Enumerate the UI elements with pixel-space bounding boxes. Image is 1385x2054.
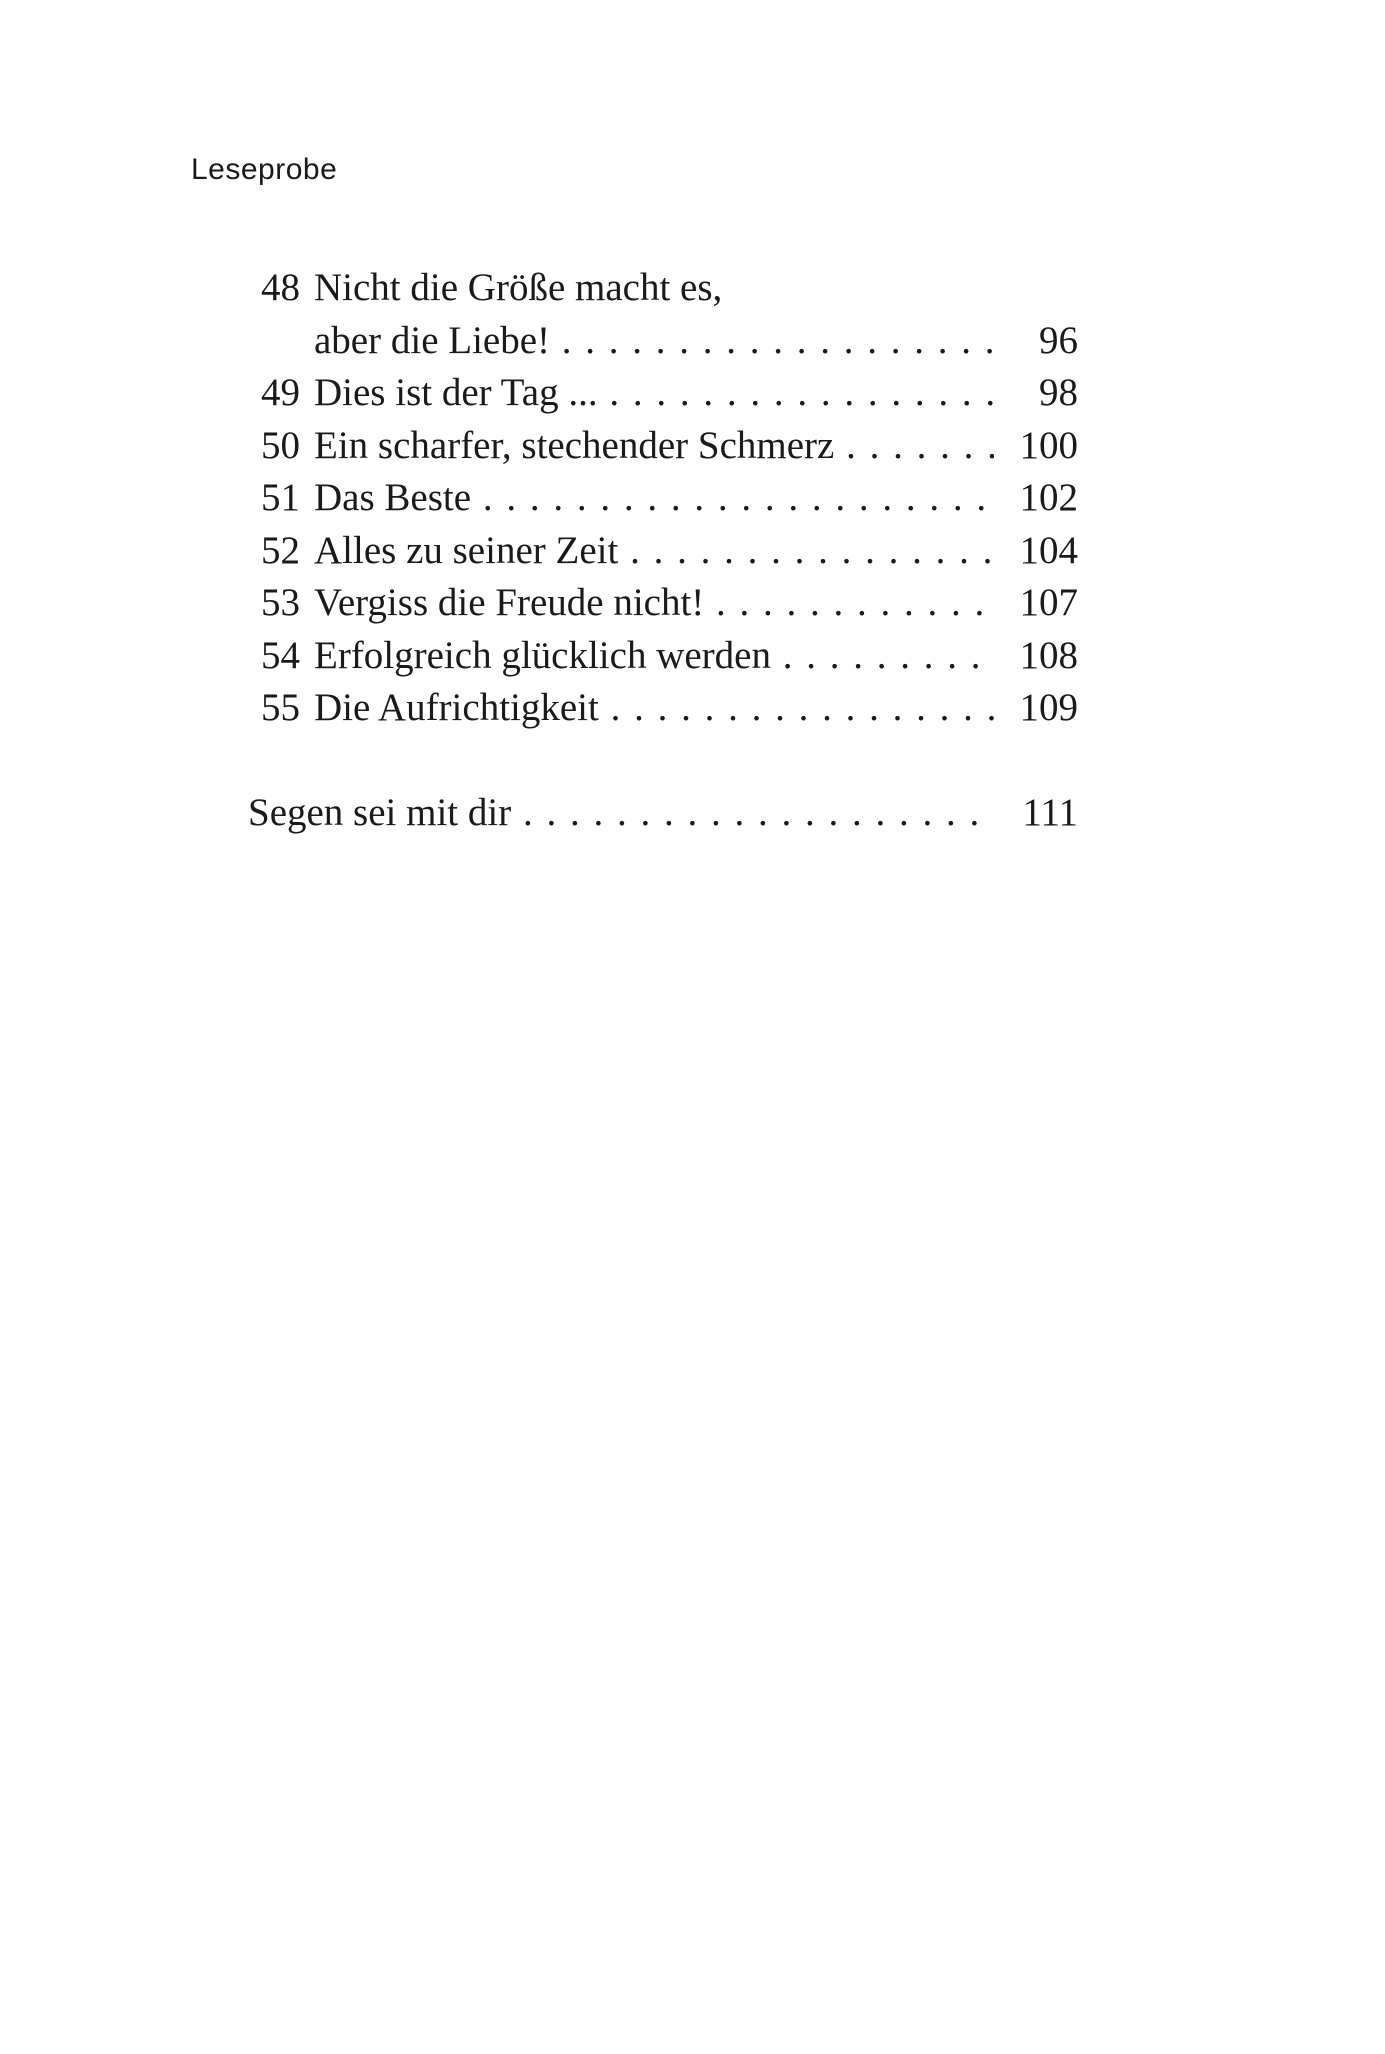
toc-entry-page: 96 <box>1039 318 1078 362</box>
toc-entry-number: 48 <box>261 266 300 309</box>
toc-entry-50 <box>248 420 1078 473</box>
toc-entry-number: 49 <box>261 371 300 414</box>
toc-entry-title: Segen sei mit dir . . . <box>248 787 994 840</box>
toc-entry-page: 108 <box>1019 633 1078 677</box>
toc-entry-title: Erfolgreich glücklich werden . . . <box>314 630 994 683</box>
toc-entry-title: Dies ist der Tag ... . . . <box>314 367 994 420</box>
toc-entry-48-line1 <box>248 262 1078 315</box>
toc-entry-page: 98 <box>1039 371 1078 414</box>
toc-entry-number: 51 <box>261 476 300 519</box>
toc-entry-53 <box>248 577 1078 630</box>
toc-entry-title: Die Aufrichtigkeit . . . <box>314 682 994 735</box>
toc-entry-page: 107 <box>1019 581 1078 624</box>
toc-entry-page: 104 <box>1019 528 1078 572</box>
toc-entry-page: 102 <box>1019 476 1078 519</box>
toc-entry-title: Ein scharfer, stechender Schmerz . . . <box>314 420 994 473</box>
toc-entry-title: Das Beste . . . <box>314 472 994 525</box>
toc-entry-title: Alles zu seiner Zeit . . . <box>314 525 994 578</box>
toc-entry-number: 53 <box>261 581 300 624</box>
toc-entry-title-continued: aber die Liebe! . . . <box>314 315 994 368</box>
toc-entry-title: Nicht die Größe macht es, <box>314 266 723 309</box>
toc-entry-page: 111 <box>1022 790 1078 834</box>
toc-entry-48-line2 <box>248 315 1078 368</box>
toc-entry-49 <box>248 367 1078 420</box>
toc-entry-number: 50 <box>261 423 300 467</box>
toc-entry-page: 109 <box>1019 686 1078 729</box>
toc-entry-number: 54 <box>261 633 300 677</box>
toc-entry-title: Vergiss die Freude nicht! . . . <box>314 577 994 630</box>
toc-entry-number: 52 <box>261 528 300 572</box>
table-of-contents <box>248 262 1078 839</box>
toc-entry-number: 55 <box>261 686 300 729</box>
toc-spacer <box>248 735 1078 787</box>
page-header-label: Leseprobe <box>191 153 338 186</box>
toc-entry-closing <box>248 787 1078 840</box>
toc-entry-52 <box>248 525 1078 578</box>
toc-entry-51 <box>248 472 1078 525</box>
toc-entry-page: 100 <box>1019 423 1078 467</box>
toc-entry-54 <box>248 630 1078 683</box>
toc-entry-55 <box>248 682 1078 735</box>
